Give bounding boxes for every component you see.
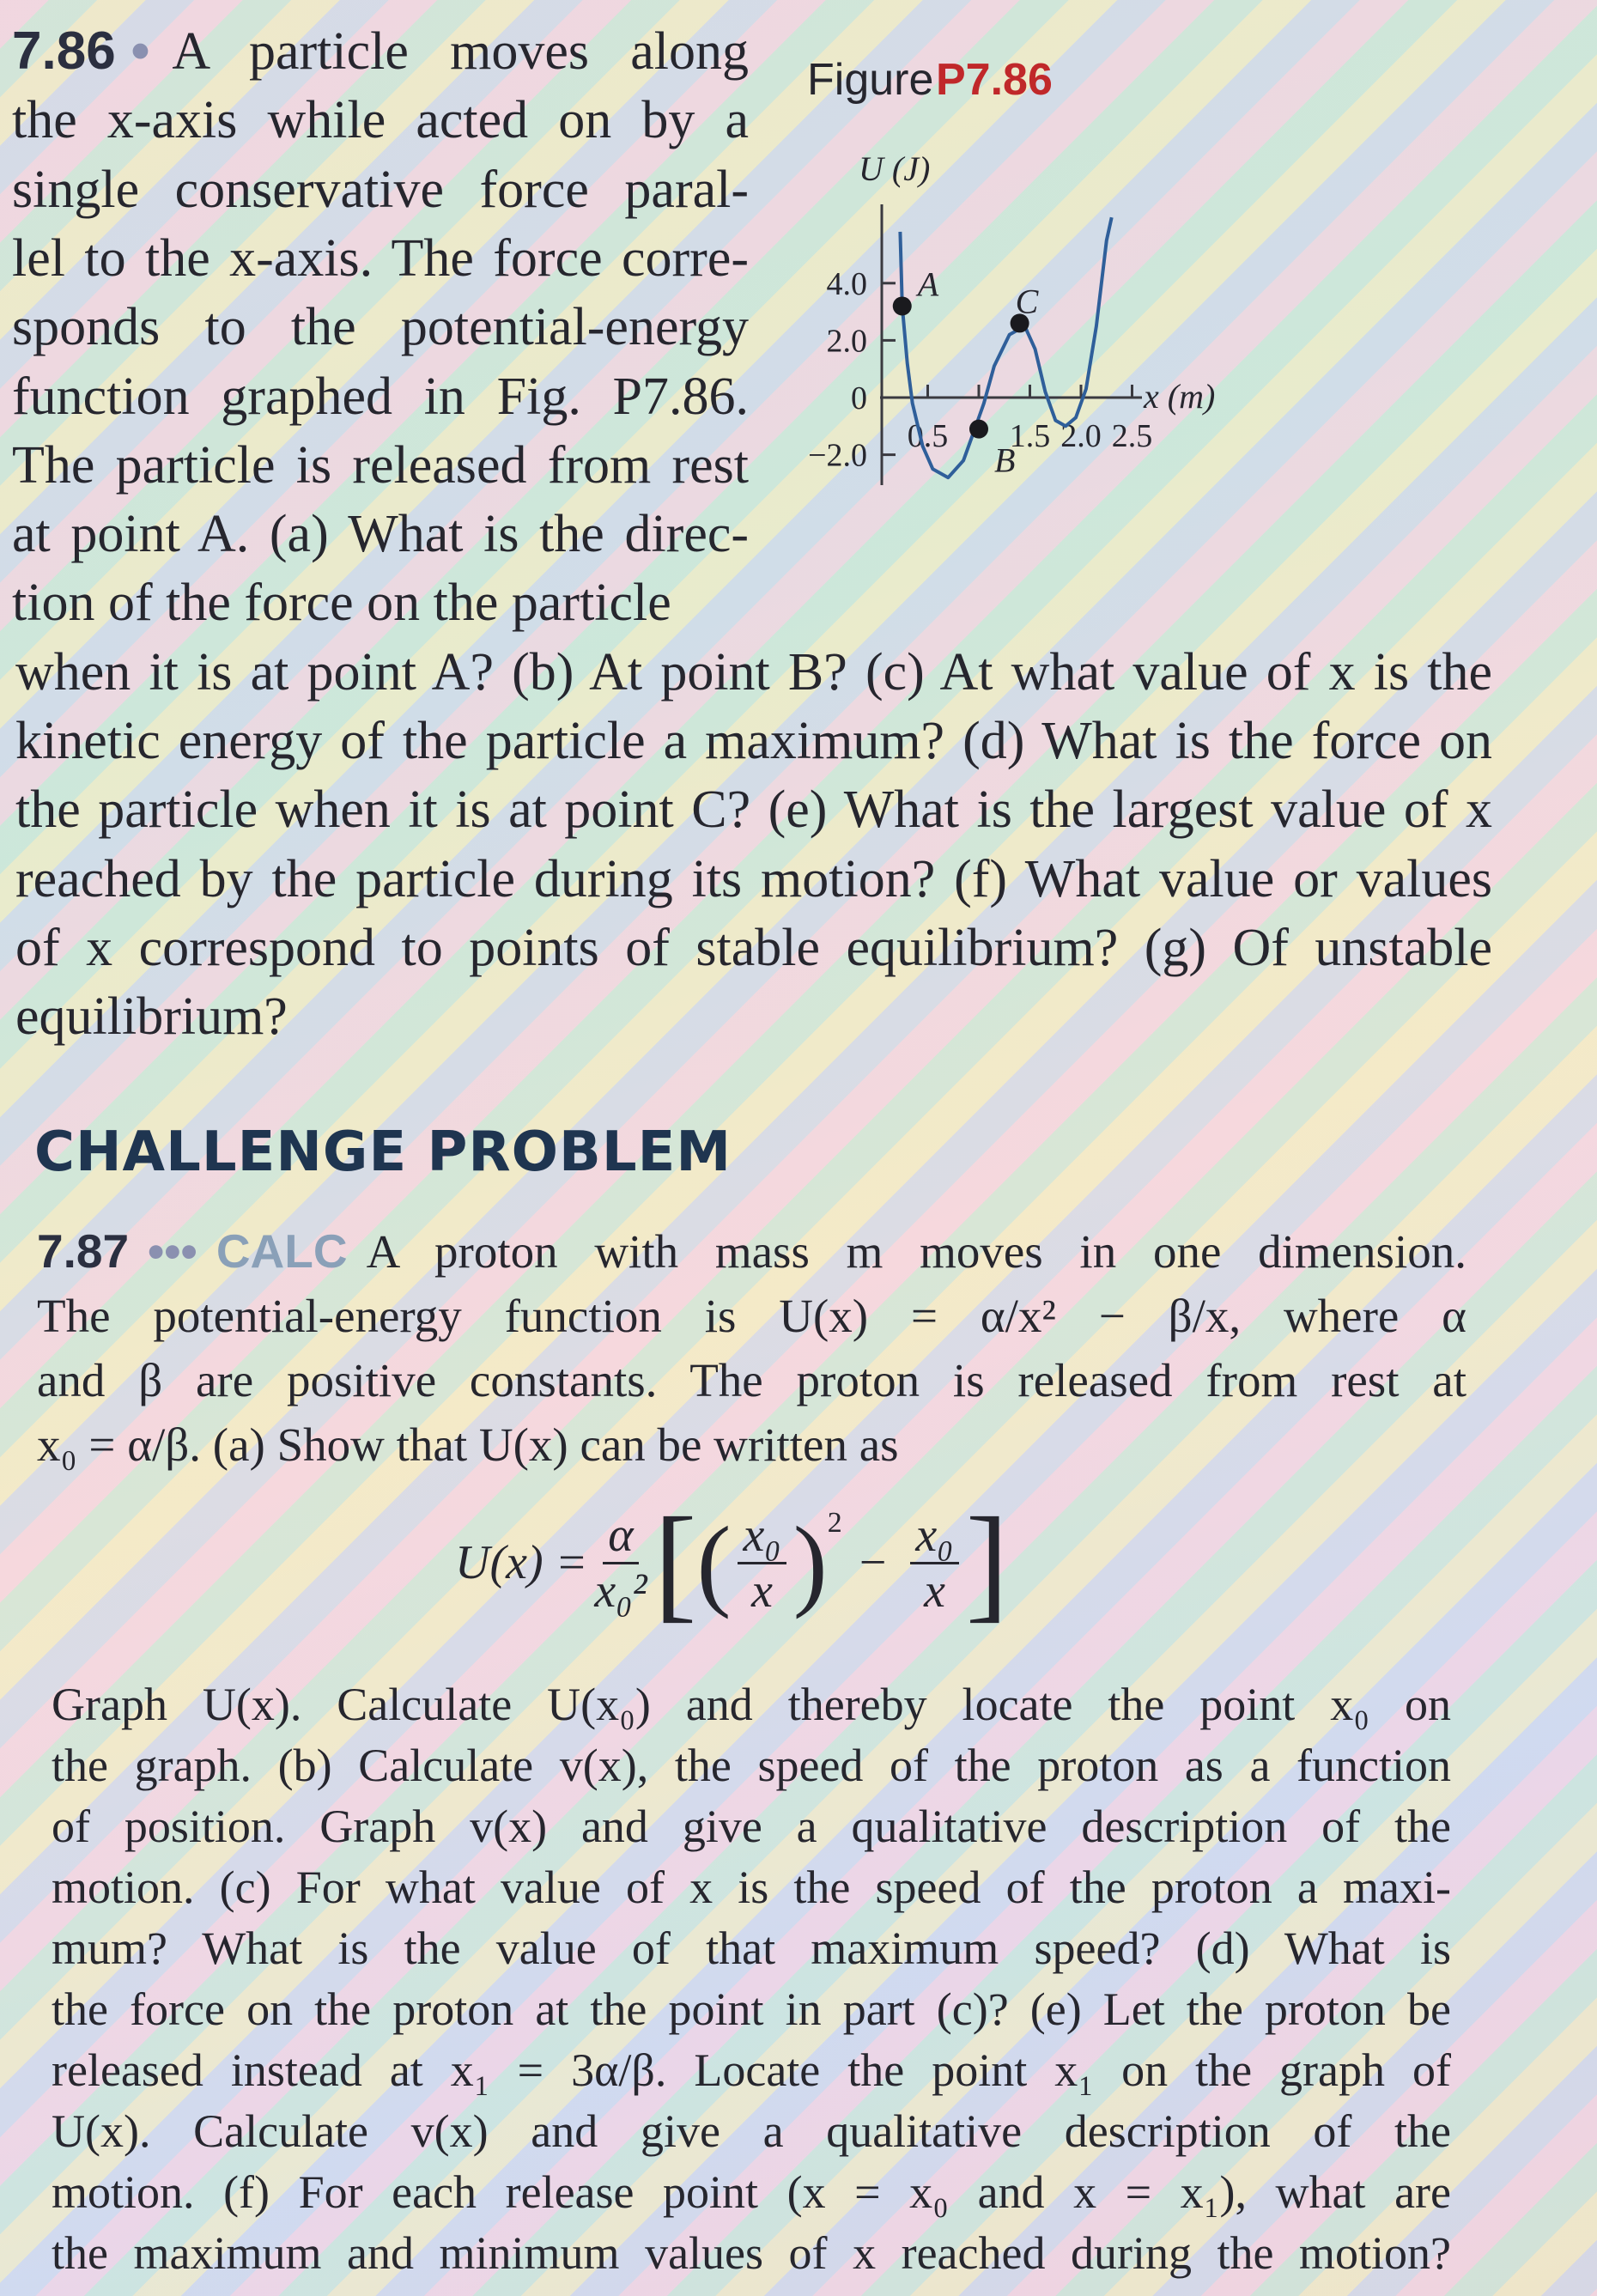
text-line: U(x). Calculate v(x) and give a qualitative description of the bbox=[52, 2105, 1451, 2157]
eq-coefficient bbox=[594, 1509, 647, 1618]
text-line: of position. Graph v(x) and give a qualitative description of the bbox=[52, 1801, 1451, 1852]
text-line: of x correspond to points of stable equilibrium? (g) Of unstable bbox=[15, 918, 1492, 977]
x-tick-label: 1.5 bbox=[1009, 418, 1051, 454]
point-label: A bbox=[917, 264, 939, 304]
bullet: • bbox=[131, 21, 150, 81]
text-line: The particle is released from rest bbox=[12, 435, 749, 495]
text-line: lel to the x-axis. The force corre- bbox=[12, 228, 749, 288]
figure-p7-86 bbox=[773, 43, 1511, 592]
text-line: sponds to the potential-energy bbox=[12, 298, 749, 357]
text-line: x₀ = α/β. (a) Show that U(x) can be written as bbox=[37, 1418, 899, 1471]
point-label: C bbox=[1015, 282, 1039, 321]
figure-id: P7.86 bbox=[936, 55, 1053, 105]
y-tick-label: 0 bbox=[851, 380, 867, 416]
eq-coef-den: x₀² bbox=[594, 1564, 647, 1618]
text-line: function graphed in Fig. P7.86. bbox=[12, 367, 749, 426]
eq-rparen: ) bbox=[792, 1505, 828, 1619]
text-line: when it is at point A? (b) At point B? (c) At what value of x is the bbox=[15, 642, 1492, 702]
x-tick-label: 0.5 bbox=[907, 418, 949, 454]
text-line: The potential-energy function is U(x) = α/x² − β/x, where α bbox=[37, 1290, 1466, 1342]
y-tick-label: 2.0 bbox=[826, 323, 867, 360]
x-tick-label: 2.0 bbox=[1060, 418, 1102, 454]
text-line: tion of the force on the particle bbox=[12, 574, 671, 633]
text-line: kinetic energy of the particle a maximum? (d) What is the force on bbox=[15, 712, 1492, 770]
eq-power: 2 bbox=[827, 1507, 842, 1539]
x-tick-label: 2.5 bbox=[1111, 418, 1153, 454]
figure-label: Figure bbox=[807, 55, 934, 105]
text-line: motion. (c) For what value of x is the speed of the proton a maxi- bbox=[52, 1862, 1451, 1913]
difficulty-dots: ••• bbox=[148, 1224, 197, 1278]
point-a-marker bbox=[893, 296, 912, 315]
text-line: the maximum and minimum values of x reached during the motion? bbox=[52, 2227, 1451, 2279]
text-line bbox=[12, 17, 749, 86]
eq-lbracket: [ bbox=[653, 1491, 697, 1634]
eq-f1-den: x bbox=[751, 1564, 774, 1618]
eq-rbracket: ] bbox=[965, 1491, 1009, 1634]
eq-f2-den: x bbox=[924, 1564, 945, 1618]
text-line: reached by the particle during its motion? (f) What value or values bbox=[15, 849, 1492, 908]
text-line: the graph. (b) Calculate v(x), the speed of the proton as a function bbox=[52, 1740, 1451, 1791]
y-tick-label: 4.0 bbox=[826, 265, 867, 302]
text-line: at point A. (a) What is the direc- bbox=[12, 505, 749, 564]
eq-lhs: U(x) = bbox=[455, 1536, 588, 1589]
text-line: motion. (f) For each release point (x = x₀ and x = x₁), what are bbox=[52, 2166, 1451, 2218]
eq-minus: − bbox=[859, 1536, 887, 1589]
text-line: equilibrium? bbox=[15, 987, 288, 1047]
text-line-content: A particle moves along bbox=[172, 22, 749, 81]
point-b-marker bbox=[969, 420, 988, 439]
text-line: single conservative force paral- bbox=[12, 160, 749, 219]
eq-frac1 bbox=[738, 1509, 786, 1618]
text-line: the particle when it is at point C? (e) What is the largest value of x bbox=[15, 781, 1492, 840]
equation-u-of-x bbox=[455, 1491, 1009, 1634]
problem-number: 7.87 bbox=[37, 1224, 130, 1278]
text-line: Graph U(x). Calculate U(x₀) and thereby locate the point x₀ on bbox=[52, 1679, 1451, 1730]
text-line bbox=[37, 1219, 1466, 1284]
point-label: B bbox=[994, 440, 1016, 480]
text-line-content: A proton with mass m moves in one dimension. bbox=[366, 1225, 1466, 1278]
eq-f1-num: x₀ bbox=[738, 1509, 786, 1564]
text-line: and β are positive constants. The proton is released from rest at bbox=[37, 1354, 1466, 1406]
eq-lparen: ( bbox=[696, 1505, 732, 1619]
text-line: released instead at x₁ = 3α/β. Locate the point x₁ on the graph of bbox=[52, 2044, 1451, 2096]
y-tick-label: −2.0 bbox=[808, 437, 867, 474]
text-line: the force on the proton at the point in part (c)? (e) Let the proton be bbox=[52, 1983, 1451, 2035]
eq-f2-num: x₀ bbox=[910, 1509, 958, 1564]
calc-tag: CALC bbox=[216, 1224, 348, 1278]
text-line: mum? What is the value of that maximum speed? (d) What is bbox=[52, 1922, 1451, 1974]
eq-frac2 bbox=[910, 1509, 958, 1618]
eq-coef-num: α bbox=[603, 1509, 638, 1564]
y-axis-label: U (J) bbox=[859, 149, 931, 188]
challenge-heading: CHALLENGE PROBLEM bbox=[34, 1121, 732, 1184]
problem-number: 7.86 bbox=[12, 21, 116, 81]
x-axis-label: x (m) bbox=[1144, 377, 1216, 416]
text-line: the x-axis while acted on by a bbox=[12, 91, 749, 150]
